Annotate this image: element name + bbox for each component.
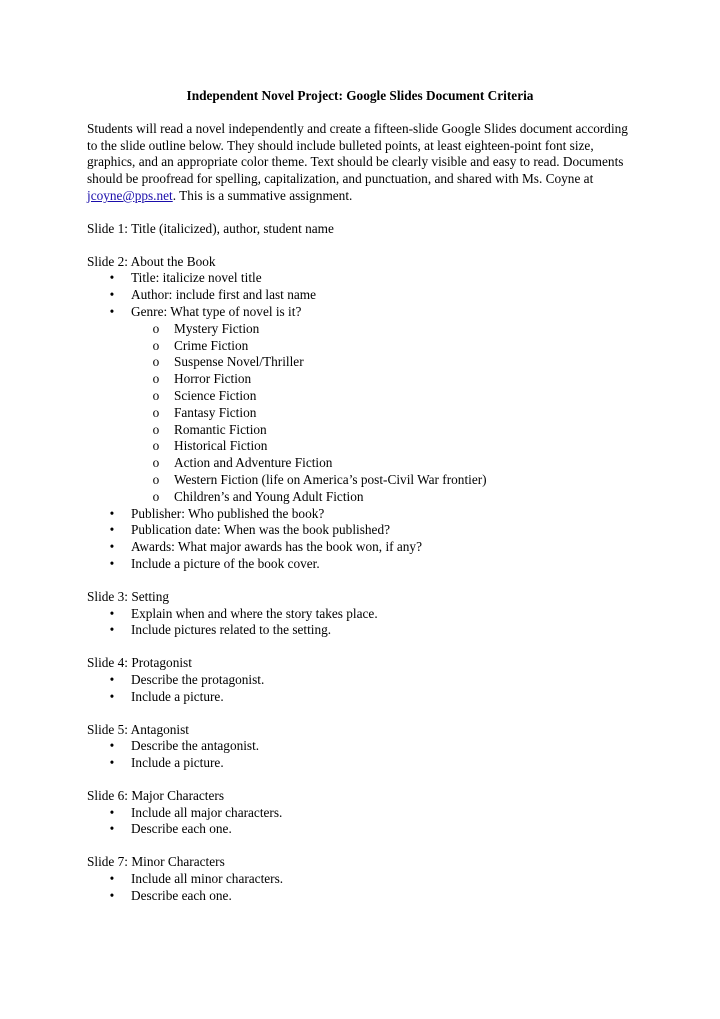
list-item-text: Publisher: Who published the book?: [131, 505, 325, 521]
bullet-icon: •: [109, 738, 115, 754]
document-content: [87, 88, 633, 921]
circle-bullet-icon: o: [152, 320, 160, 336]
slide-section-2: [87, 254, 633, 573]
sub-list-item-text: Suspense Novel/Thriller: [174, 354, 304, 370]
list-item-text: Include a picture.: [131, 688, 224, 704]
sub-list-item-text: Mystery Fiction: [174, 320, 260, 336]
list-item-text: Include a picture of the book cover.: [131, 555, 320, 571]
list-item-text: Include pictures related to the setting.: [131, 622, 332, 638]
bullet-icon: •: [109, 270, 115, 286]
sub-list-item-text: Romantic Fiction: [174, 421, 267, 437]
sub-list-item-text: Children’s and Young Adult Fiction: [174, 488, 364, 504]
slide-heading: Slide 5: Antagonist: [87, 721, 189, 737]
list-item: [87, 522, 633, 539]
list-item-text: Author: include first and last name: [131, 287, 317, 303]
intro-text-end: . This is a summative assignment.: [172, 187, 353, 203]
list-item: [87, 304, 633, 506]
slide-section-6: [87, 788, 633, 838]
circle-bullet-icon: o: [152, 421, 160, 437]
sub-list-item: [131, 321, 633, 338]
slide-section-5: [87, 722, 633, 772]
list-item-text: Explain when and where the story takes place.: [131, 605, 378, 621]
genre-sublist: [131, 321, 633, 506]
bullet-icon: •: [109, 688, 115, 704]
list-item: [87, 738, 633, 755]
sub-list-item: [131, 405, 633, 422]
sub-list-item: [131, 489, 633, 506]
bullet-list: [87, 672, 633, 706]
circle-bullet-icon: o: [152, 471, 160, 487]
slide-heading: Slide 6: Major Characters: [87, 787, 224, 803]
sub-list-item: [131, 371, 633, 388]
list-item-text: Awards: What major awards has the book won, if any?: [131, 539, 422, 555]
slide-section-4: [87, 655, 633, 705]
circle-bullet-icon: o: [152, 438, 160, 454]
bullet-icon: •: [109, 605, 115, 621]
list-item: [87, 888, 633, 905]
slide-section-1: [87, 221, 633, 238]
list-item-text: Describe each one.: [131, 887, 232, 903]
sub-list-item: [131, 422, 633, 439]
list-item: [87, 270, 633, 287]
document-title: Independent Novel Project: Google Slides Document Criteria: [186, 88, 534, 103]
slide-heading: Slide 4: Protagonist: [87, 655, 192, 671]
circle-bullet-icon: o: [152, 387, 160, 403]
bullet-list: [87, 606, 633, 640]
bullet-icon: •: [109, 555, 115, 571]
list-item: [87, 821, 633, 838]
intro-text: Students will read a novel independently and create a fifteen-slide Google Slides document according to the slide outline below. They should include bulleted points, at least eighteen-point font size, graphics, and an appropriate color theme. Text should be clearly visible and easy to read. Documents should be proofread for spelling, capitalization, and punctuation, and shared with Ms. Coyne at: [87, 120, 628, 187]
bullet-icon: •: [109, 287, 115, 303]
circle-bullet-icon: o: [152, 354, 160, 370]
sub-list-item-text: Western Fiction (life on America’s post-Civil War frontier): [174, 471, 487, 487]
list-item-text: Title: italicize novel title: [131, 270, 262, 286]
list-item: [87, 805, 633, 822]
list-item-text: Publication date: When was the book published?: [131, 522, 390, 538]
slide-section-3: [87, 589, 633, 639]
list-item-text: Include a picture.: [131, 755, 224, 771]
bullet-icon: •: [109, 303, 115, 319]
slide-heading: Slide 2: About the Book: [87, 253, 216, 269]
bullet-icon: •: [109, 887, 115, 903]
email-link[interactable]: jcoyne@pps.net: [87, 187, 173, 203]
bullet-icon: •: [109, 755, 115, 771]
list-item: [87, 606, 633, 623]
circle-bullet-icon: o: [152, 337, 160, 353]
sub-list-item-text: Fantasy Fiction: [174, 404, 257, 420]
sub-list-item-text: Crime Fiction: [174, 337, 249, 353]
sub-list-item-text: Action and Adventure Fiction: [174, 455, 333, 471]
circle-bullet-icon: o: [152, 371, 160, 387]
slide-heading: Slide 1: Title (italicized), author, student name: [87, 220, 334, 236]
list-item: [87, 556, 633, 573]
sub-list-item-text: Historical Fiction: [174, 438, 268, 454]
list-item: [87, 871, 633, 888]
bullet-icon: •: [109, 622, 115, 638]
slide-section-7: [87, 854, 633, 904]
list-item: [87, 689, 633, 706]
list-item-text: Describe the antagonist.: [131, 738, 260, 754]
list-item: [87, 755, 633, 772]
circle-bullet-icon: o: [152, 404, 160, 420]
sub-list-item: [131, 388, 633, 405]
list-item-text: Genre: What type of novel is it?: [131, 303, 302, 319]
circle-bullet-icon: o: [152, 488, 160, 504]
sub-list-item-text: Horror Fiction: [174, 371, 252, 387]
list-item: [87, 287, 633, 304]
sub-list-item: [131, 472, 633, 489]
bullet-icon: •: [109, 821, 115, 837]
sub-list-item: [131, 338, 633, 355]
list-item-text: Describe each one.: [131, 821, 232, 837]
list-item-text: Include all minor characters.: [131, 871, 284, 887]
list-item: [87, 622, 633, 639]
list-item: [87, 506, 633, 523]
bullet-icon: •: [109, 671, 115, 687]
bullet-icon: •: [109, 522, 115, 538]
list-item-text: Describe the protagonist.: [131, 671, 265, 687]
bullet-icon: •: [109, 539, 115, 555]
bullet-list: [87, 738, 633, 772]
list-item: [87, 539, 633, 556]
bullet-list: [87, 805, 633, 839]
list-item-text: Include all major characters.: [131, 804, 283, 820]
sub-list-item-text: Science Fiction: [174, 387, 257, 403]
intro-paragraph: [87, 121, 633, 205]
bullet-icon: •: [109, 804, 115, 820]
circle-bullet-icon: o: [152, 455, 160, 471]
bullet-icon: •: [109, 871, 115, 887]
sub-list-item: [131, 438, 633, 455]
bullet-list: [87, 270, 633, 572]
sub-list-item: [131, 354, 633, 371]
list-item: [87, 672, 633, 689]
slide-heading: Slide 3: Setting: [87, 588, 170, 604]
sub-list-item: [131, 455, 633, 472]
bullet-list: [87, 871, 633, 905]
slide-heading: Slide 7: Minor Characters: [87, 854, 225, 870]
bullet-icon: •: [109, 505, 115, 521]
